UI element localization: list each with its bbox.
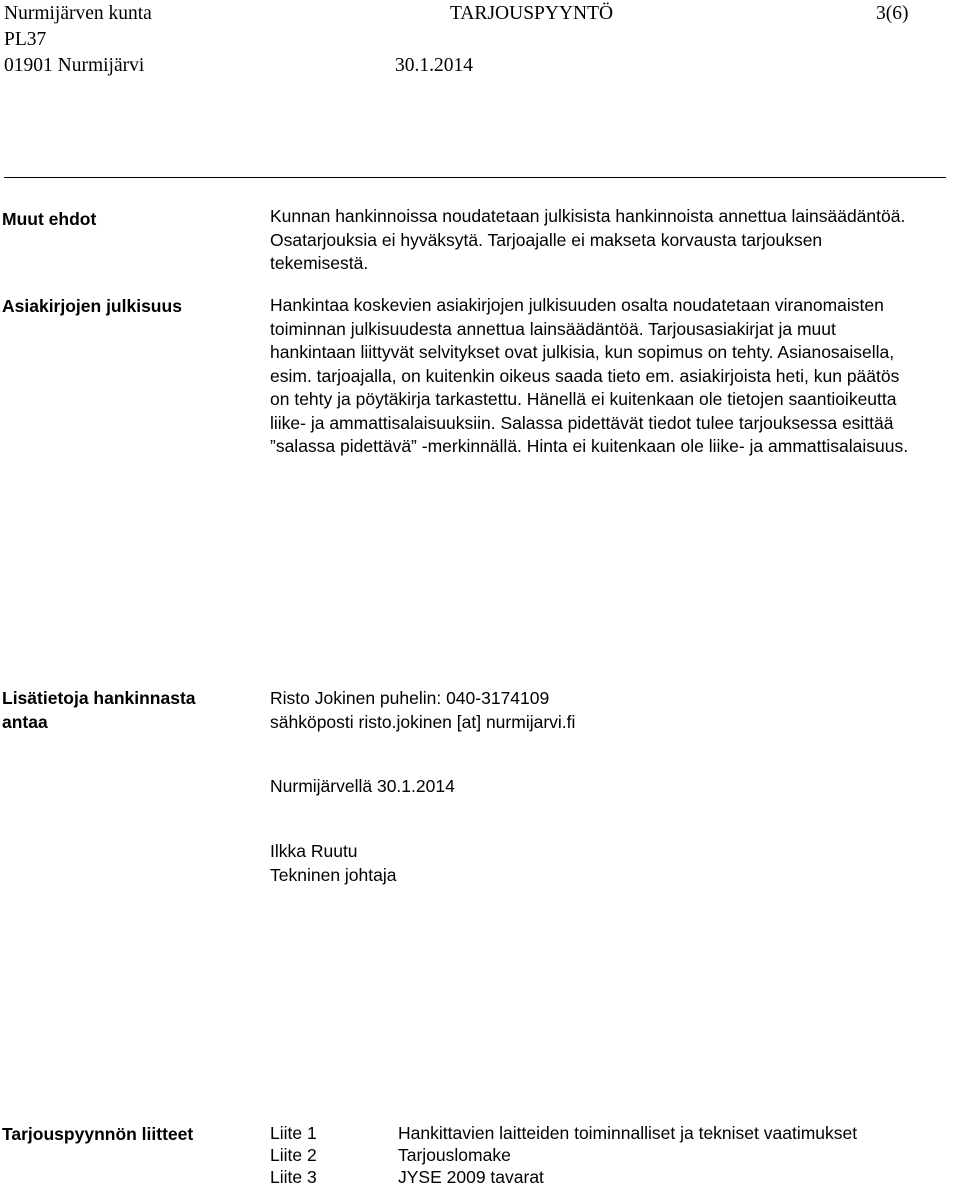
text-line: on tehty ja pöytäkirja tarkastettu. Hänellä ei kuitenkaan ole tietojen saantioikeutta (270, 389, 897, 409)
contact-email: sähköposti risto.jokinen [at] nurmijarvi.fi (270, 712, 576, 732)
text-line: toiminnan julkisuudesta annettua lainsäädäntöä. Tarjousasiakirjat ja muut (270, 318, 836, 339)
contact-label-line: Lisätietoja hankinnasta (2, 688, 196, 708)
text-line: esim. tarjoajalla, on kuitenkin oikeus saada tieto em. asiakirjoista heti, kun päätös (270, 365, 900, 386)
attachments-list (270, 1122, 857, 1188)
header-date: 30.1.2014 (395, 55, 473, 76)
attachment-id: Liite 1 (270, 1123, 317, 1143)
attachment-description: Tarjouslomake (398, 1145, 511, 1165)
header-po-box: PL37 (4, 29, 47, 50)
header-divider (4, 177, 946, 178)
text-line: Kunnan hankinnoissa noudatetaan julkisista hankinnoista annettua lainsäädäntöä. (270, 206, 906, 226)
text-line: ”salassa pidettävä” -merkinnällä. Hinta ei kuitenkaan ole liike- ja ammattisalaisuus. (270, 436, 909, 456)
header-organization: Nurmijärven kunta (4, 3, 152, 24)
text-line: Osatarjouksia ei hyväksytä. Tarjoajalle ei makseta korvausta tarjouksen (270, 229, 823, 250)
header-document-type: TARJOUSPYYNTÖ (450, 3, 614, 24)
attachment-id: Liite 3 (270, 1167, 317, 1187)
place-and-date: Nurmijärvellä 30.1.2014 (270, 776, 455, 796)
attachment-row (270, 1144, 857, 1166)
contact-label-line: antaa (2, 712, 48, 732)
text-line: liike- ja ammattisalaisuuksiin. Salassa pidettävät tiedot tulee tarjouksessa esittää (270, 412, 894, 433)
header-page-number: 3(6) (876, 3, 909, 24)
section-text-other-terms (270, 205, 960, 276)
section-text-publicity (270, 294, 960, 459)
contact-person-phone: Risto Jokinen puhelin: 040-3174109 (270, 688, 550, 708)
signer-block (270, 839, 396, 887)
header-postal-city: 01901 Nurmijärvi (4, 55, 145, 76)
section-label-other-terms: Muut ehdot (2, 209, 97, 229)
attachment-row (270, 1122, 857, 1144)
signer-title: Tekninen johtaja (270, 865, 397, 885)
attachments-label: Tarjouspyynnön liitteet (2, 1124, 194, 1144)
text-line: tekemisestä. (270, 253, 369, 273)
attachment-id: Liite 2 (270, 1145, 317, 1165)
attachment-description: JYSE 2009 tavarat (398, 1167, 544, 1187)
attachment-description: Hankittavien laitteiden toiminnalliset ja tekniset vaatimukset (398, 1123, 858, 1143)
signer-name: Ilkka Ruutu (270, 841, 358, 861)
text-line: Hankintaa koskevien asiakirjojen julkisuuden osalta noudatetaan viranomaisten (270, 295, 884, 315)
contact-details (270, 686, 575, 734)
section-label-publicity: Asiakirjojen julkisuus (2, 296, 182, 316)
text-line: hankintaan liittyvät selvitykset ovat julkisia, kun sopimus on tehty. Asianosaisella, (270, 342, 895, 362)
contact-label (2, 686, 196, 734)
